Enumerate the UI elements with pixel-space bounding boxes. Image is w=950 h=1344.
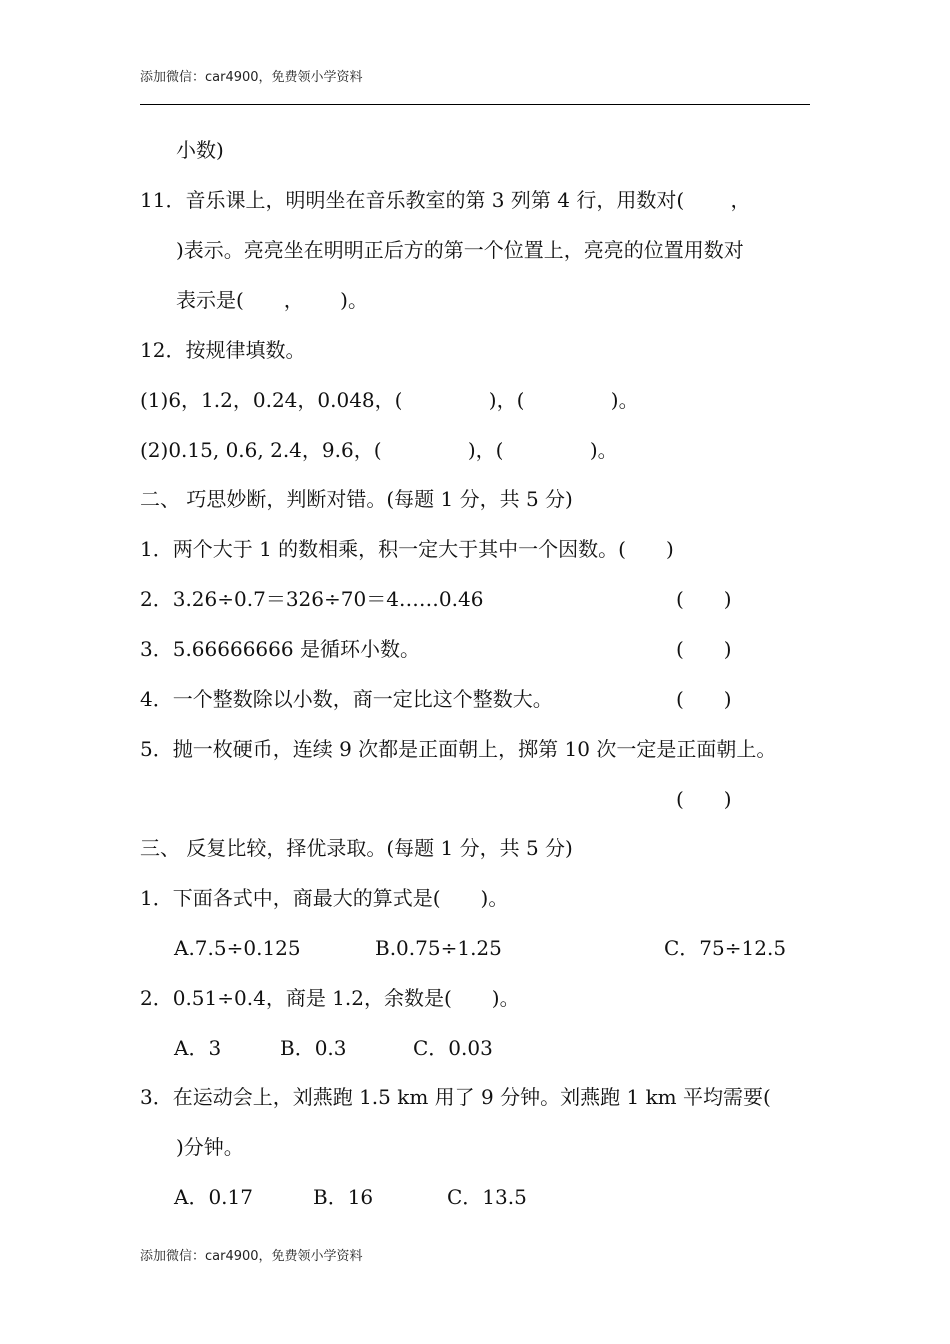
mc-q3-option-a: A．0.17 [174,1185,253,1209]
mc-q3-line1: 3．在运动会上，刘燕跑 1.5 km 用了 9 分钟。刘燕跑 1 km 平均需要( [140,1085,771,1109]
page-footer: 添加微信：car4900，免费领小学资料 [140,1249,363,1264]
tf-q4-answer-blank: ( ) [676,687,732,711]
mc-q1-option-c: C．75÷12.5 [664,936,787,960]
section3-heading: 三、 反复比较，择优录取。(每题 1 分，共 5 分) [140,836,573,860]
q11-line2: )表示。亮亮坐在明明正后方的第一个位置上，亮亮的位置用数对 [176,238,744,262]
page-header: 添加微信：car4900，免费领小学资料 [140,70,363,85]
mc-q3-option-b: B．16 [313,1185,374,1209]
tf-q3-answer-blank: ( ) [676,637,732,661]
mc-q3-line2: )分钟。 [176,1135,244,1159]
tf-q5-answer-blank: ( ) [676,787,732,811]
q10-continuation: 小数) [176,138,224,162]
mc-q2-option-c: C．0.03 [413,1036,493,1060]
tf-q4: 4．一个整数除以小数，商一定比这个整数大。 [140,687,553,711]
q12-part1: (1)6，1.2，0.24，0.048，( )，( )。 [140,388,639,412]
tf-q2: 2．3.26÷0.7＝326÷70＝4……0.46 [140,587,484,611]
tf-q1: 1．两个大于 1 的数相乘，积一定大于其中一个因数。( ) [140,537,674,561]
mc-q1: 1．下面各式中，商最大的算式是( )。 [140,886,509,910]
q12-title: 12．按规律填数。 [140,338,306,362]
mc-q2-option-a: A．3 [174,1036,222,1060]
mc-q2-option-b: B．0.3 [280,1036,347,1060]
mc-q2: 2．0.51÷0.4，商是 1.2，余数是( )。 [140,986,520,1010]
section2-heading: 二、 巧思妙断，判断对错。(每题 1 分，共 5 分) [140,487,573,511]
q11-line1: 11．音乐课上，明明坐在音乐教室的第 3 列第 4 行，用数对( ， [140,188,751,212]
tf-q3: 3．5.66666666 是循环小数。 [140,637,420,661]
q11-line3: 表示是( ， )。 [176,288,368,312]
tf-q5: 5．抛一枚硬币，连续 9 次都是正面朝上，掷第 10 次一定是正面朝上。 [140,737,777,761]
mc-q1-option-b: B.0.75÷1.25 [375,936,502,960]
tf-q2-answer-blank: ( ) [676,587,732,611]
header-divider [140,104,810,105]
q12-part2: (2)0.15, 0.6, 2.4，9.6，( )，( )。 [140,438,618,462]
mc-q3-option-c: C．13.5 [447,1185,527,1209]
mc-q1-option-a: A.7.5÷0.125 [174,936,301,960]
